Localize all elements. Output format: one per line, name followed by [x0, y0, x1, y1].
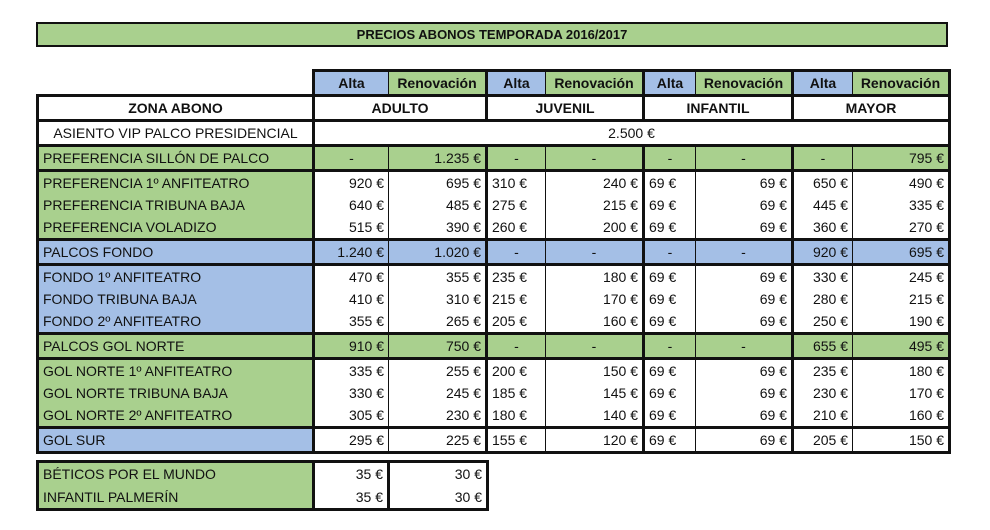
price-cell: 355 € [389, 265, 487, 289]
price-cell: 205 € [487, 310, 546, 334]
price-cell: 180 € [853, 359, 950, 383]
row-label: ASIENTO VIP PALCO PRESIDENCIAL [38, 121, 314, 146]
price-cell: 265 € [389, 310, 487, 334]
price-cell: 750 € [389, 334, 487, 359]
price-cell: 35 € [314, 486, 389, 510]
price-cell: 330 € [314, 382, 389, 404]
price-cell: 69 € [696, 359, 793, 383]
subheader-renovacion: Renovación [853, 71, 950, 96]
price-cell: 250 € [793, 310, 853, 334]
price-cell: 515 € [314, 216, 389, 240]
price-cell: 145 € [546, 382, 644, 404]
price-cell: 330 € [793, 265, 853, 289]
price-cell: 335 € [314, 359, 389, 383]
row-label: PREFERENCIA 1º ANFITEATRO [38, 171, 314, 195]
price-cell: 360 € [793, 216, 853, 240]
price-cell: 69 € [644, 382, 696, 404]
price-cell: 69 € [696, 404, 793, 428]
price-cell: 1.240 € [314, 240, 389, 265]
row-label: INFANTIL PALMERÍN [38, 486, 314, 510]
price-cell: 470 € [314, 265, 389, 289]
table-row [38, 404, 950, 428]
price-cell: 215 € [853, 288, 950, 310]
price-cell: 180 € [546, 265, 644, 289]
price-cell: 1.020 € [389, 240, 487, 265]
price-cell: 310 € [487, 171, 546, 195]
table-row [38, 216, 950, 240]
extra-row [38, 462, 488, 486]
row-label: FONDO 2º ANFITEATRO [38, 310, 314, 334]
category-juvenil: JUVENIL [487, 96, 644, 121]
row-label: BÉTICOS POR EL MUNDO [38, 462, 314, 486]
table-row [38, 265, 950, 289]
price-cell: 215 € [487, 288, 546, 310]
price-cell: 275 € [487, 194, 546, 216]
subheader-alta: Alta [644, 71, 696, 96]
table-row [38, 194, 950, 216]
price-cell: 310 € [389, 288, 487, 310]
table-row [38, 288, 950, 310]
price-cell: 650 € [793, 171, 853, 195]
price-cell: 170 € [853, 382, 950, 404]
price-cell: 485 € [389, 194, 487, 216]
row-label: PREFERENCIA TRIBUNA BAJA [38, 194, 314, 216]
table-row [38, 382, 950, 404]
price-cell: 150 € [546, 359, 644, 383]
price-cell: 69 € [696, 171, 793, 195]
subheader-alta: Alta [487, 71, 546, 96]
subheader-renovacion: Renovación [389, 71, 487, 96]
price-cell: 69 € [696, 310, 793, 334]
price-cell: 69 € [644, 288, 696, 310]
subheader-renovacion: Renovación [696, 71, 793, 96]
price-cell: - [546, 240, 644, 265]
price-cell: 69 € [644, 428, 696, 453]
price-cell: 655 € [793, 334, 853, 359]
price-cell: 920 € [314, 171, 389, 195]
price-cell: 155 € [487, 428, 546, 453]
price-cell: 210 € [793, 404, 853, 428]
price-cell: 445 € [793, 194, 853, 216]
price-cell: 295 € [314, 428, 389, 453]
price-cell: 160 € [546, 310, 644, 334]
price-cell: 170 € [546, 288, 644, 310]
price-cell: 200 € [546, 216, 644, 240]
price-cell: 335 € [853, 194, 950, 216]
price-cell: 69 € [696, 288, 793, 310]
price-cell: - [487, 146, 546, 171]
price-cell: 640 € [314, 194, 389, 216]
page-title: PRECIOS ABONOS TEMPORADA 2016/2017 [36, 22, 948, 47]
category-adulto: ADULTO [314, 96, 487, 121]
row-label: GOL SUR [38, 428, 314, 453]
price-cell: - [644, 334, 696, 359]
price-cell: 69 € [696, 194, 793, 216]
price-cell: 280 € [793, 288, 853, 310]
price-cell: 230 € [793, 382, 853, 404]
price-cell: 490 € [853, 171, 950, 195]
price-cell: 180 € [487, 404, 546, 428]
price-cell: - [644, 146, 696, 171]
row-label: PREFERENCIA SILLÓN DE PALCO [38, 146, 314, 171]
price-cell: 230 € [389, 404, 487, 428]
price-cell: 150 € [853, 428, 950, 453]
row-label: GOL NORTE TRIBUNA BAJA [38, 382, 314, 404]
price-cell: - [487, 334, 546, 359]
price-cell: 305 € [314, 404, 389, 428]
price-cell: 69 € [644, 404, 696, 428]
row-label: FONDO 1º ANFITEATRO [38, 265, 314, 289]
price-cell: 69 € [696, 428, 793, 453]
price-cell: 69 € [644, 359, 696, 383]
extra-row [38, 486, 488, 510]
price-cell: 140 € [546, 404, 644, 428]
category-infantil: INFANTIL [644, 96, 793, 121]
price-cell: 69 € [644, 171, 696, 195]
zona-abono-header: ZONA ABONO [38, 96, 314, 121]
price-cell: 200 € [487, 359, 546, 383]
price-cell: 215 € [546, 194, 644, 216]
row-label: GOL NORTE 1º ANFITEATRO [38, 359, 314, 383]
row-label: PALCOS GOL NORTE [38, 334, 314, 359]
table-row [38, 240, 950, 265]
row-label: PREFERENCIA VOLADIZO [38, 216, 314, 240]
price-cell: - [644, 240, 696, 265]
price-cell: 390 € [389, 216, 487, 240]
price-cell: 69 € [644, 265, 696, 289]
table-row [38, 334, 950, 359]
price-cell: 69 € [644, 310, 696, 334]
price-cell: 69 € [696, 265, 793, 289]
price-cell: 69 € [696, 382, 793, 404]
price-cell: 120 € [546, 428, 644, 453]
price-cell: - [696, 146, 793, 171]
table-row [38, 359, 950, 383]
price-cell: 245 € [389, 382, 487, 404]
price-cell: - [696, 334, 793, 359]
category-mayor: MAYOR [793, 96, 950, 121]
price-cell: 160 € [853, 404, 950, 428]
subheader-renovacion: Renovación [546, 71, 644, 96]
price-cell: - [696, 240, 793, 265]
price-cell: 30 € [389, 462, 488, 486]
price-cell: 410 € [314, 288, 389, 310]
prices-table [36, 69, 951, 454]
price-cell: - [314, 146, 389, 171]
price-cell: 205 € [793, 428, 853, 453]
subheader-alta: Alta [793, 71, 853, 96]
price-cell: 695 € [389, 171, 487, 195]
price-cell: 255 € [389, 359, 487, 383]
price-cell: 695 € [853, 240, 950, 265]
price-cell: 245 € [853, 265, 950, 289]
price-cell: 185 € [487, 382, 546, 404]
price-cell: 69 € [644, 194, 696, 216]
table-row [38, 171, 950, 195]
row-label: GOL NORTE 2º ANFITEATRO [38, 404, 314, 428]
price-cell: - [487, 240, 546, 265]
price-cell: - [546, 334, 644, 359]
price-cell: 35 € [314, 462, 389, 486]
price-cell: 270 € [853, 216, 950, 240]
price-cell: - [546, 146, 644, 171]
price-cell: 355 € [314, 310, 389, 334]
row-label: PALCOS FONDO [38, 240, 314, 265]
price-cell: 920 € [793, 240, 853, 265]
row-label: FONDO TRIBUNA BAJA [38, 288, 314, 310]
price-cell: 69 € [644, 216, 696, 240]
price-cell: 795 € [853, 146, 950, 171]
price-cell: 910 € [314, 334, 389, 359]
extra-prices-table [36, 460, 489, 511]
price-cell: 69 € [696, 216, 793, 240]
price-cell: 235 € [487, 265, 546, 289]
category-row [38, 96, 950, 121]
price-cell: - [793, 146, 853, 171]
price-cell: 30 € [389, 486, 488, 510]
subheader-alta: Alta [314, 71, 389, 96]
subheader-row [38, 71, 950, 96]
price-cell: 495 € [853, 334, 950, 359]
table-row [38, 310, 950, 334]
price-cell: 190 € [853, 310, 950, 334]
table-row [38, 428, 950, 453]
empty-cell [38, 71, 314, 96]
vip-price: 2.500 € [314, 121, 950, 146]
price-cell: 1.235 € [389, 146, 487, 171]
price-cell: 225 € [389, 428, 487, 453]
price-cell: 240 € [546, 171, 644, 195]
price-cell: 260 € [487, 216, 546, 240]
price-cell: 235 € [793, 359, 853, 383]
vip-row [38, 121, 950, 146]
table-row [38, 146, 950, 171]
